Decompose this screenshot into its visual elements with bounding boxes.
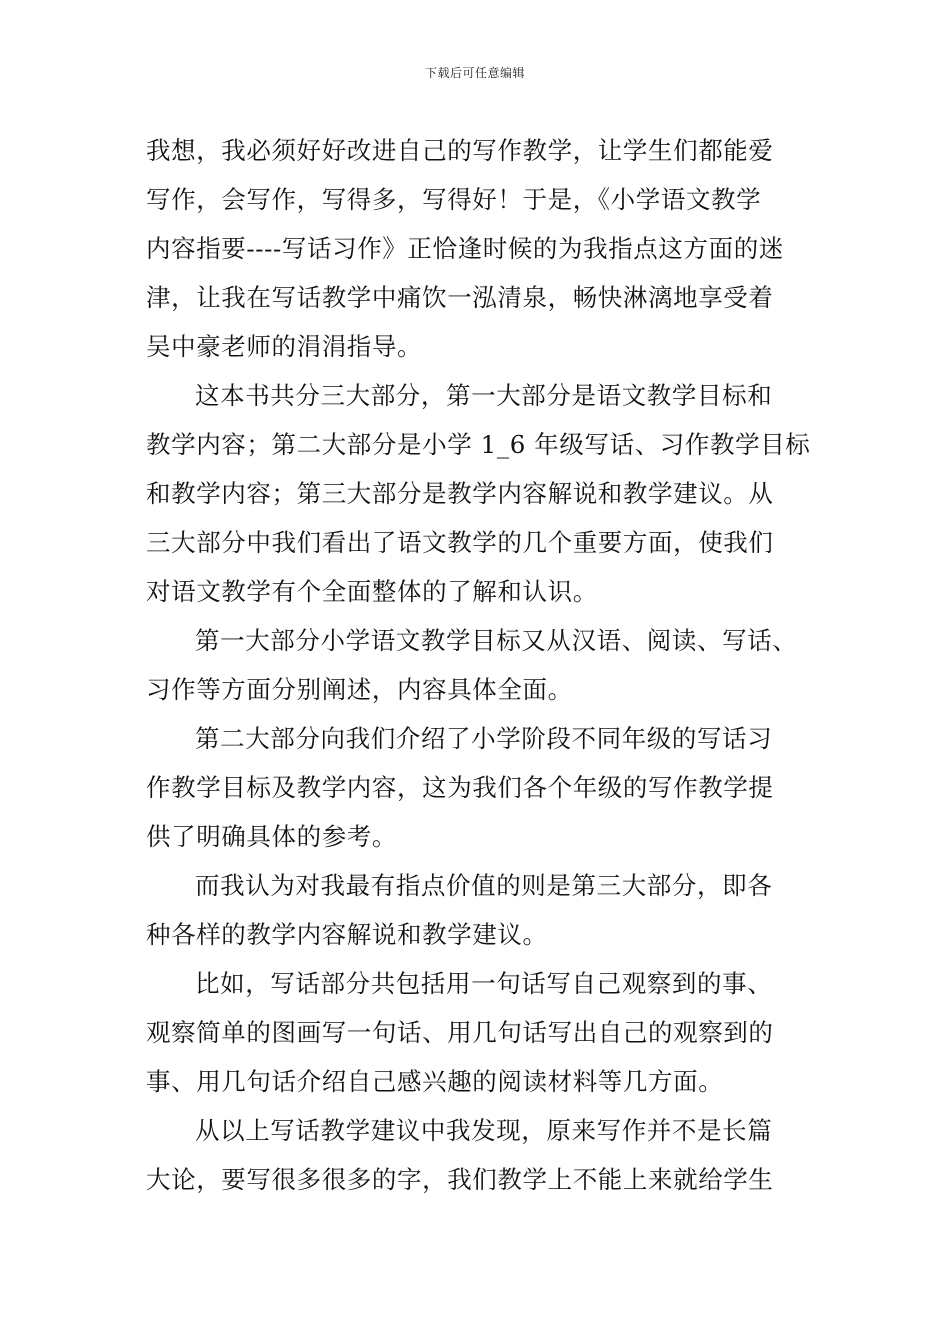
text-line: 写作，会写作，写得多，写得好！于是，《小学语文教学 <box>146 185 762 214</box>
text-line: 我想，我必须好好改进自己的写作教学，让学生们都能爱 <box>146 136 774 165</box>
paragraph-start-line: 从以上写话教学建议中我发现，原来写作并不是长篇 <box>195 1116 773 1145</box>
text-line: 三大部分中我们看出了语文教学的几个重要方面，使我们 <box>146 528 774 557</box>
paragraph-start-line: 第二大部分向我们介绍了小学阶段不同年级的写话习 <box>195 724 773 753</box>
text-line: 供了明确具体的参考。 <box>146 822 397 851</box>
page-header: 下载后可任意编辑 <box>424 66 525 80</box>
text-line: 教学内容；第二大部分是小学 1_6 年级写话、习作教学目标 <box>146 430 811 459</box>
text-line: 观察简单的图画写一句话、用几句话写出自己的观察到的 <box>146 1018 774 1047</box>
paragraph-start-line: 第一大部分小学语文教学目标又从汉语、阅读、写话、 <box>195 626 798 655</box>
paragraph-start-line: 这本书共分三大部分，第一大部分是语文教学目标和 <box>195 381 773 410</box>
text-line: 作教学目标及教学内容，这为我们各个年级的写作教学提 <box>146 773 774 802</box>
text-line: 大论，要写很多很多的字，我们教学上不能上来就给学生 <box>146 1165 774 1194</box>
text-line: 对语文教学有个全面整体的了解和认识。 <box>146 577 598 606</box>
text-line: 种各样的教学内容解说和教学建议。 <box>146 920 548 949</box>
text-line: 津，让我在写话教学中痛饮一泓清泉，畅快淋漓地享受着 <box>146 283 774 312</box>
text-line: 吴中豪老师的涓涓指导。 <box>146 332 423 361</box>
paragraph-start-line: 比如，写话部分共包括用一句话写自己观察到的事、 <box>195 969 773 998</box>
text-line: 和教学内容；第三大部分是教学内容解说和教学建议。从 <box>146 479 774 508</box>
text-line: 习作等方面分别阐述，内容具体全面。 <box>146 675 573 704</box>
document-body <box>146 126 826 1204</box>
text-line: 内容指要----写话习作》正恰逢时候的为我指点这方面的迷 <box>146 234 784 263</box>
text-line: 事、用几句话介绍自己感兴趣的阅读材料等几方面。 <box>146 1067 724 1096</box>
paragraph-start-line: 而我认为对我最有指点价值的则是第三大部分，即各 <box>195 871 773 900</box>
